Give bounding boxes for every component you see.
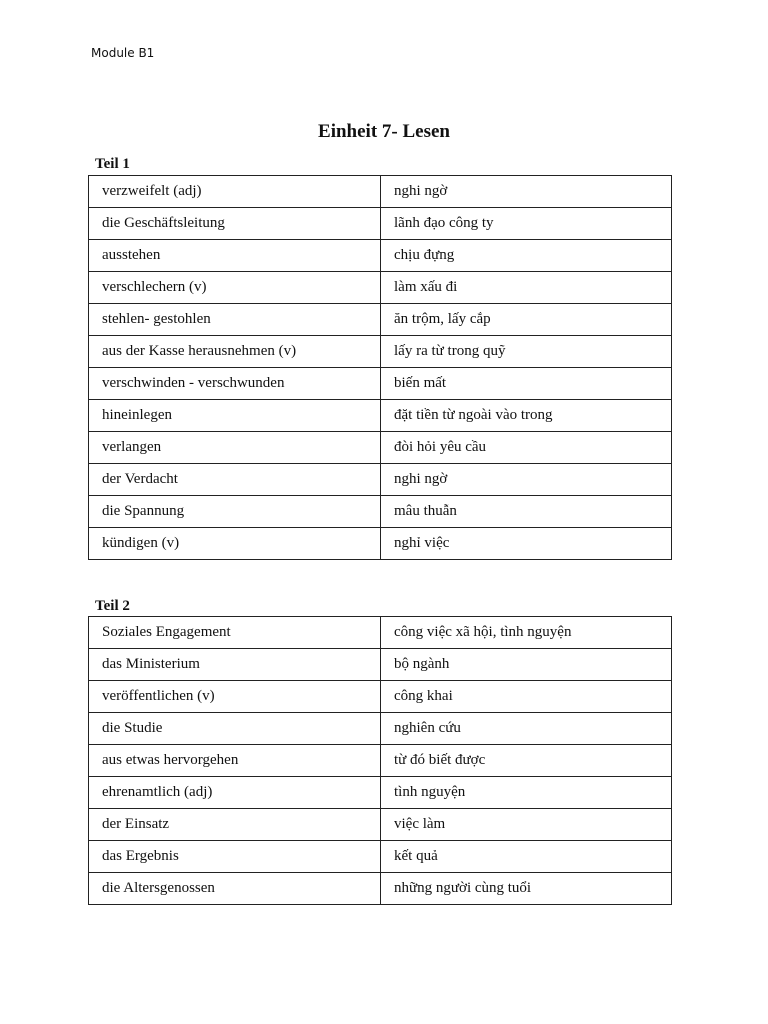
german-term-cell: verlangen <box>89 432 381 464</box>
table-row <box>89 777 672 809</box>
german-term-cell: aus etwas hervorgehen <box>89 745 381 777</box>
vietnamese-translation-cell: nghi ngờ <box>381 176 672 208</box>
vietnamese-translation-cell: đòi hỏi yêu cầu <box>381 432 672 464</box>
german-term-cell: stehlen- gestohlen <box>89 304 381 336</box>
vietnamese-translation-cell: lãnh đạo công ty <box>381 208 672 240</box>
german-term-cell: ausstehen <box>89 240 381 272</box>
vietnamese-translation-cell: nghỉ việc <box>381 528 672 560</box>
german-term-cell: Soziales Engagement <box>89 617 381 649</box>
vietnamese-translation-cell: biến mất <box>381 368 672 400</box>
table-row <box>89 745 672 777</box>
table-row <box>89 873 672 905</box>
vietnamese-translation-cell: kết quả <box>381 841 672 873</box>
table-row <box>89 272 672 304</box>
table-row <box>89 208 672 240</box>
vocabulary-table-teil-1 <box>88 175 672 560</box>
table-row <box>89 496 672 528</box>
vietnamese-translation-cell: làm xấu đi <box>381 272 672 304</box>
german-term-cell: das Ergebnis <box>89 841 381 873</box>
table-row <box>89 432 672 464</box>
german-term-cell: die Studie <box>89 713 381 745</box>
table-row <box>89 681 672 713</box>
german-term-cell: verschlechern (v) <box>89 272 381 304</box>
table-row <box>89 649 672 681</box>
table-row <box>89 400 672 432</box>
german-term-cell: das Ministerium <box>89 649 381 681</box>
vietnamese-translation-cell: bộ ngành <box>381 649 672 681</box>
vietnamese-translation-cell: lấy ra từ trong quỹ <box>381 336 672 368</box>
table-row <box>89 809 672 841</box>
german-term-cell: der Einsatz <box>89 809 381 841</box>
german-term-cell: hineinlegen <box>89 400 381 432</box>
german-term-cell: aus der Kasse herausnehmen (v) <box>89 336 381 368</box>
table-row <box>89 841 672 873</box>
table-row <box>89 464 672 496</box>
table-row <box>89 176 672 208</box>
german-term-cell: verzweifelt (adj) <box>89 176 381 208</box>
vietnamese-translation-cell: tình nguyện <box>381 777 672 809</box>
german-term-cell: die Geschäftsleitung <box>89 208 381 240</box>
vietnamese-translation-cell: nghi ngờ <box>381 464 672 496</box>
german-term-cell: die Altersgenossen <box>89 873 381 905</box>
table-row <box>89 368 672 400</box>
vietnamese-translation-cell: ăn trộm, lấy cắp <box>381 304 672 336</box>
german-term-cell: veröffentlichen (v) <box>89 681 381 713</box>
vietnamese-translation-cell: công việc xã hội, tình nguyện <box>381 617 672 649</box>
table-row <box>89 617 672 649</box>
table-row <box>89 713 672 745</box>
vietnamese-translation-cell: việc làm <box>381 809 672 841</box>
vietnamese-translation-cell: những người cùng tuổi <box>381 873 672 905</box>
german-term-cell: kündigen (v) <box>89 528 381 560</box>
vietnamese-translation-cell: công khai <box>381 681 672 713</box>
german-term-cell: ehrenamtlich (adj) <box>89 777 381 809</box>
vocabulary-table-teil-2 <box>88 616 672 905</box>
vietnamese-translation-cell: nghiên cứu <box>381 713 672 745</box>
table-row <box>89 240 672 272</box>
page-header-module: Module B1 <box>91 46 155 60</box>
table-row <box>89 336 672 368</box>
german-term-cell: die Spannung <box>89 496 381 528</box>
table-row <box>89 304 672 336</box>
document-title: Einheit 7- Lesen <box>318 121 450 142</box>
vietnamese-translation-cell: đặt tiền từ ngoài vào trong <box>381 400 672 432</box>
vietnamese-translation-cell: chịu đựng <box>381 240 672 272</box>
german-term-cell: verschwinden - verschwunden <box>89 368 381 400</box>
section-label-teil-2: Teil 2 <box>95 598 130 614</box>
table-row <box>89 528 672 560</box>
german-term-cell: der Verdacht <box>89 464 381 496</box>
section-label-teil-1: Teil 1 <box>95 156 130 172</box>
vietnamese-translation-cell: từ đó biết được <box>381 745 672 777</box>
vietnamese-translation-cell: mâu thuẫn <box>381 496 672 528</box>
